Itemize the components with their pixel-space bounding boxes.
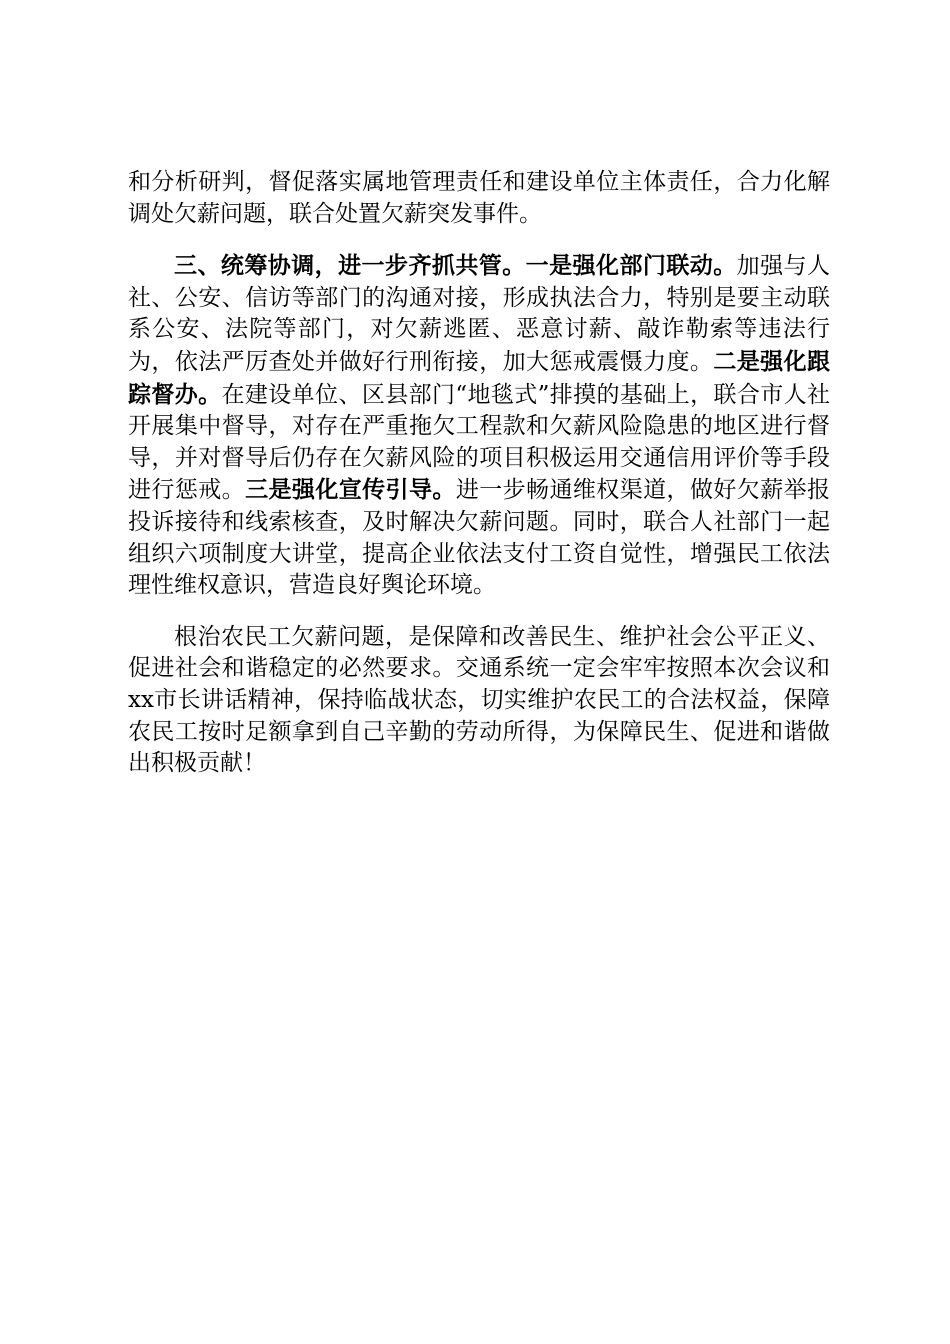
paragraph-continuation: [128, 167, 830, 230]
section-heading: 三、统筹协调，进一步齐抓共管。: [174, 252, 526, 280]
document-body: [128, 167, 830, 800]
paragraph-conclusion: [128, 622, 830, 780]
item-text-2: 在建设单位、区县部门“地毯式”排摸的基础上，联合市人社开展集中督导，对存在严重拖欠工程款和欠薪风险隐患的地区进行督导，并对督导后仍存在欠薪风险的项目积极运用交通信用评价等手段进行惩戒。: [128, 381, 830, 504]
paragraph-text: 和分析研判，督促落实属地管理责任和建设单位主体责任，合力化解调处欠薪问题，联合处置欠薪突发事件。: [128, 169, 830, 227]
item-title-1: 一是强化部门联动。: [525, 252, 737, 280]
paragraph-section-three: [128, 250, 830, 602]
item-text-1: 加强与人社、公安、信访等部门的沟通对接，形成执法合力，特别是要主动联系公安、法院等部门，对欠薪逃匿、恶意讨薪、敲诈勒索等违法行为，依法严厉查处并做好行刑衔接，加大惩戒震慑力度。: [128, 253, 831, 375]
item-title-2: 二是强化跟踪督办。: [128, 347, 831, 408]
item-title-3: 三是强化宣传引导。: [245, 476, 456, 504]
paragraph-text: 根治农民工欠薪问题，是保障和改善民生、维护社会公平正义、促进社会和谐稳定的必然要求。交通系统一定会牢牢按照本次会议和xx市长讲话精神，保持临战状态，切实维护农民工的合法权益，保障农民工按时足额拿到自己辛勤的劳动所得，为保障民生、促进和谐做出积极贡献！: [128, 623, 830, 777]
item-text-3: 进一步畅通维权渠道，做好欠薪举报投诉接待和线索核查，及时解决欠薪问题。同时，联合人社部门一起组织六项制度大讲堂，提高企业依法支付工资自觉性，增强民工依法理性维权意识，营造良好舆论环境。: [128, 477, 831, 599]
